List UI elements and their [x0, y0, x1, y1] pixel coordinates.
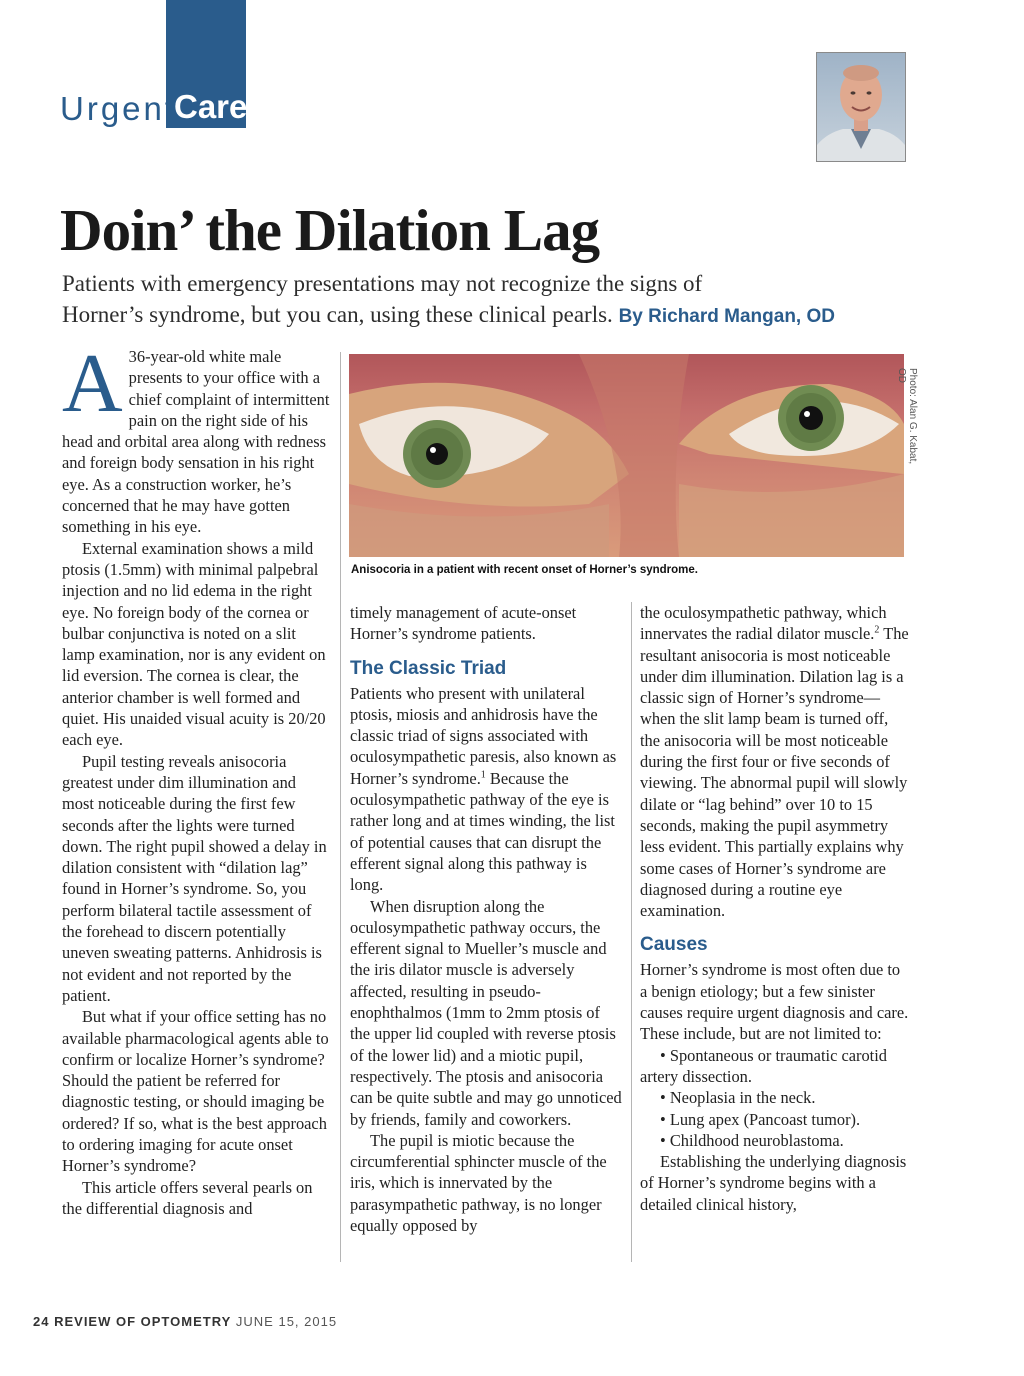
- footnote-ref: 2: [874, 624, 880, 636]
- paragraph: This article offers several pearls on the differential diagnosis and: [62, 1177, 313, 1218]
- paragraph: When disruption along the oculosympathetic pathway occurs, the efferent signal to Mueller’s muscle and the iris dilator muscle is adversely affected, resulting in pseudo-enophthalmos (1mm to 2mm ptosis of the upper lid coupled with reverse ptosis of the lower lid) and a miotic pupil, respectively. The ptosis and anisocoria can be quite subtle and may go unnoticed by friends, family and coworkers.: [350, 896, 622, 1129]
- photo-caption: Anisocoria in a patient with recent onset of Horner’s syndrome.: [351, 564, 698, 576]
- bullet-item: • Neoplasia in the neck.: [660, 1088, 816, 1108]
- column-1: [62, 337, 330, 1219]
- paragraph: Establishing the underlying diagnosis of Horner’s syndrome begins with a detailed clinical history,: [640, 1152, 907, 1214]
- paragraph: External examination shows a mild ptosis (1.5mm) with minimal palpebral injection and no lid edema in the right eye. No foreign body of the cornea or bulbar conjunctiva is noted on a slit lamp examination, nor is any evident on lid eversion. The cornea is clear, the anterior chamber is well formed and quiet. His unaided visual acuity is 20/20 each eye.: [62, 538, 326, 750]
- bullet-item: • Spontaneous or traumatic carotid artery dissection.: [640, 1045, 887, 1086]
- paragraph: The pupil is miotic because the circumferential sphincter muscle of the iris, which is innervated by the parasympathetic pathway, is no longer equally opposed by: [350, 1130, 607, 1236]
- section-label: [60, 88, 248, 130]
- article-deck: [62, 268, 962, 332]
- article-title: Doin’ the Dilation Lag: [60, 197, 600, 263]
- paragraph: Patients who present with unilateral ptosis, miosis and anhidrosis have the classic triad of signs associated with oculosympathetic paresis, also known as Horner’s syndrome.$^1$ Because the oculosympathetic pathway of the eye is rather long and at times winding, the list of potential causes that can disrupt the efferent signal along this pathway is long.: [350, 683, 617, 895]
- paragraph: A 36-year-old white male presents to your office with a chief complaint of intermittent pain on the right side of his head and orbital area along with redness and foreign body sensation in his right eye. As a construction worker, he’s concerned that he may have gotten something in his eye.: [62, 337, 330, 537]
- page-number: 24: [33, 1314, 50, 1329]
- section-word-care: Care: [174, 88, 248, 125]
- bullet-item: • Lung apex (Pancoast tumor).: [660, 1109, 861, 1129]
- paragraph: But what if your office setting has no available pharmacological agents able to confirm or localize Horner’s syndrome? Should the patient be referred for diagnostic testing, or should imaging be ordered? If so, what is the best approach to ordering imaging for acute onset Horner’s syndrome?: [62, 1007, 329, 1176]
- subheading-classic-triad: The Classic Triad: [350, 657, 507, 679]
- column-2: [350, 602, 622, 1236]
- deck-line-1: Patients with emergency presentations may not recognize the signs of: [62, 271, 703, 296]
- paragraph: timely management of acute-onset Horner’s syndrome patients.: [350, 603, 577, 644]
- subheading-causes: Causes: [640, 934, 708, 956]
- author-headshot: [816, 52, 906, 162]
- page-footer: [33, 1314, 337, 1329]
- section-word-urgent: Urgent: [60, 90, 178, 127]
- photo-credit: Photo: Alan G. Kabat, OD: [896, 368, 918, 465]
- drop-cap: A: [62, 337, 123, 430]
- paragraph: Pupil testing reveals anisocoria greatest under dim illumination and most noticeable during the first few seconds after the lights were turned down. The right pupil showed a delay in dilation consistent with “dilation lag” found in Horner’s syndrome. So, you perform bilateral tactile assessment of the forehead to discern potentially uneven sweating patterns. Anhidrosis is not evident and not reported by the patient.: [62, 751, 327, 1005]
- byline: By Richard Mangan, OD: [618, 306, 835, 327]
- column-3: [640, 602, 910, 1215]
- magazine-name: REVIEW OF OPTOMETRY: [54, 1314, 232, 1329]
- issue-date: JUNE 15, 2015: [235, 1314, 338, 1329]
- bullet-item: • Childhood neuroblastoma.: [660, 1130, 844, 1150]
- deck-line-2: Horner’s syndrome, but you can, using these clinical pearls.: [62, 302, 613, 327]
- column-divider: [631, 602, 632, 1262]
- column-divider: [340, 352, 341, 1262]
- footnote-ref: 1: [480, 769, 486, 781]
- paragraph: Horner’s syndrome is most often due to a benign etiology; but a few sinister causes require urgent diagnosis and care. These include, but are not limited to:: [640, 960, 909, 1044]
- paragraph: the oculosympathetic pathway, which innervates the radial dilator muscle.$^2$ The resultant anisocoria is most noticeable under dim illumination. Dilation lag is a classic sign of Horner’s syndrome—when the slit lamp beam is turned off, the anisocoria will be most noticeable during the first four or five seconds of viewing. The abnormal pupil will slowly dilate or “lag behind” over 10 to 15 seconds, making the pupil asymmetry less evident. This partially explains why some cases of Horner’s syndrome are diagnosed during a routine eye examination.: [640, 603, 909, 921]
- eye-photo: [349, 354, 904, 557]
